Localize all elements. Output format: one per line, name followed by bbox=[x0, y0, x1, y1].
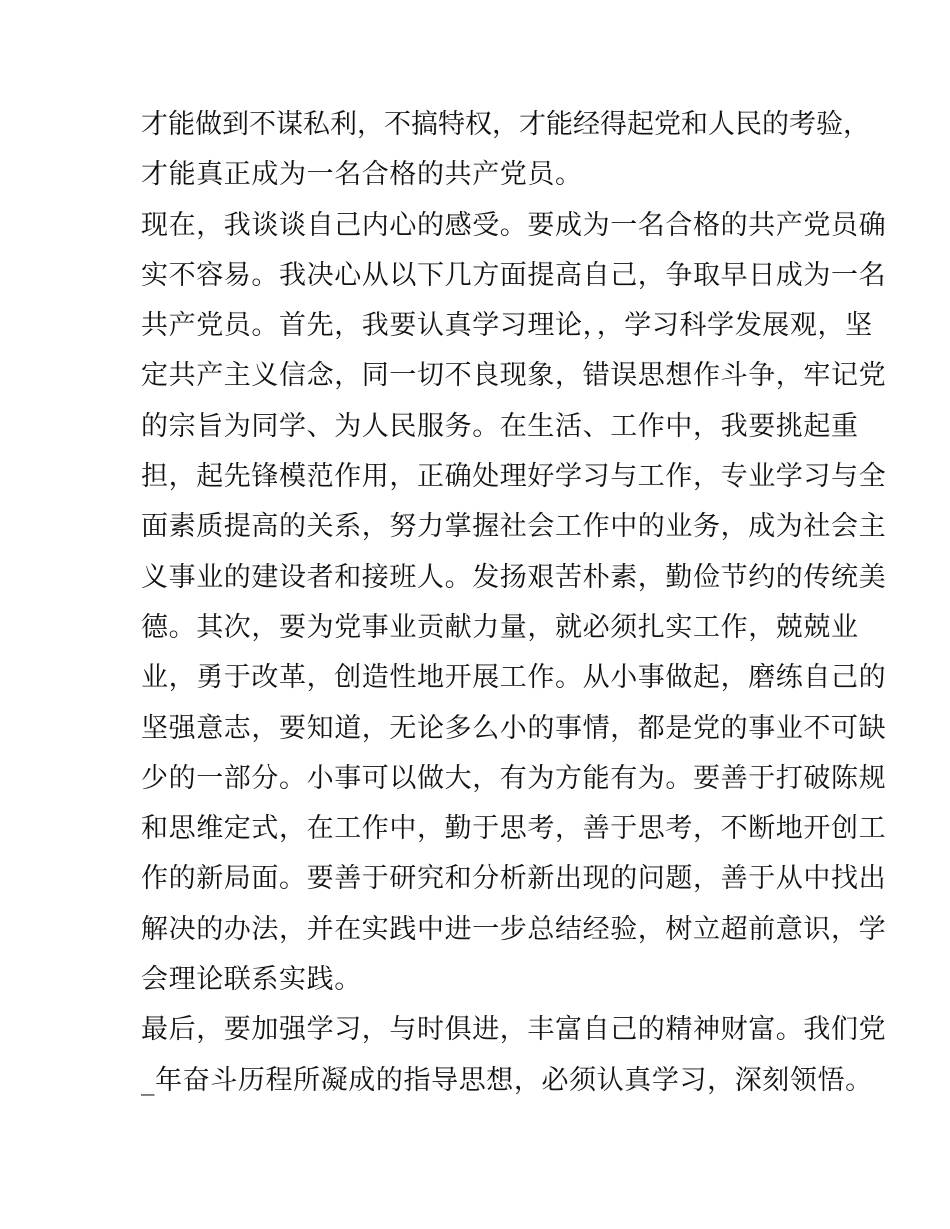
text-line: 业，勇于改革，创造性地开展工作。从小事做起，磨练自己的 bbox=[141, 662, 887, 694]
text-line: 面素质提高的关系，努力掌握社会工作中的业务，成为社会主 bbox=[141, 511, 887, 543]
text-line: 和思维定式，在工作中，勤于思考，善于思考，不断地开创工 bbox=[141, 813, 887, 845]
text-line: 定共产主义信念，同一切不良现象，错误思想作斗争，牢记党 bbox=[141, 360, 887, 392]
text-line: 义事业的建设者和接班人。发扬艰苦朴素，勤俭节约的传统美 bbox=[141, 561, 887, 593]
text-line: 作的新局面。要善于研究和分析新出现的问题，善于从中找出 bbox=[141, 863, 887, 895]
text-line: 实不容易。我决心从以下几方面提高自己，争取早日成为一名 bbox=[141, 259, 887, 291]
text-line: 的宗旨为同学、为人民服务。在生活、工作中，我要挑起重 bbox=[141, 410, 859, 442]
paragraph-2 bbox=[141, 201, 887, 1006]
paragraph-3 bbox=[141, 1005, 887, 1106]
text-line: 才能真正成为一名合格的共产党员。 bbox=[141, 159, 583, 191]
document-body bbox=[141, 100, 887, 1106]
paragraph-1 bbox=[141, 100, 870, 201]
text-line: 担，起先锋模范作用，正确处理好学习与工作，专业学习与全 bbox=[141, 461, 887, 493]
text-line: 最后，要加强学习，与时俱进，丰富自己的精神财富。我们党 bbox=[141, 1014, 887, 1046]
text-line: 解决的办法，并在实践中进一步总结经验，树立超前意识，学 bbox=[141, 913, 887, 945]
text-line: 少的一部分。小事可以做大，有为方能有为。要善于打破陈规 bbox=[141, 762, 887, 794]
text-line: 德。其次，要为党事业贡献力量，就必须扎实工作，兢兢业 bbox=[141, 611, 859, 643]
text-line: 现在，我谈谈自己内心的感受。要成为一名合格的共产党员确 bbox=[141, 209, 887, 241]
text-line: _年奋斗历程所凝成的指导思想，必须认真学习，深刻领悟。 bbox=[141, 1064, 873, 1096]
text-line: 共产党员。首先，我要认真学习理论，，学习科学发展观，坚 bbox=[141, 310, 873, 342]
text-line: 才能做到不谋私利，不搞特权，才能经得起党和人民的考验， bbox=[141, 109, 870, 140]
text-line: 会理论联系实践。 bbox=[141, 964, 362, 996]
text-line: 坚强意志，要知道，无论多么小的事情，都是党的事业不可缺 bbox=[141, 712, 887, 744]
